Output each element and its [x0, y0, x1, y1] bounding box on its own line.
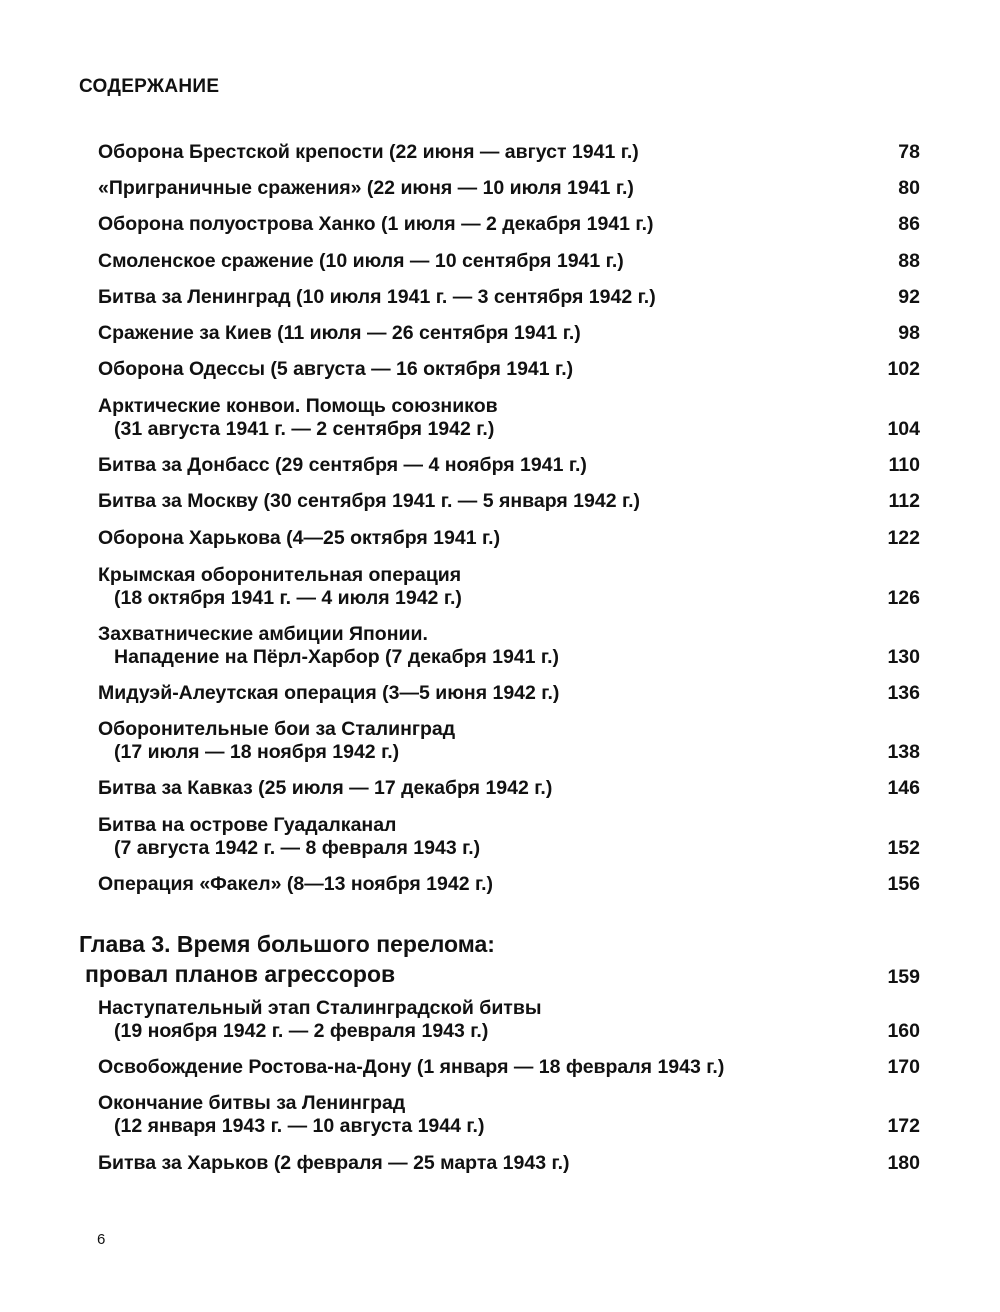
toc-entry-title: Захватнические амбиции Японии.: [98, 623, 428, 645]
chapter-heading[interactable]: [79, 929, 920, 989]
toc-entry[interactable]: [98, 997, 920, 1043]
toc-entry-title: Мидуэй-Алеутская операция (3—5 июня 1942 г.): [98, 682, 560, 704]
toc-entry-title: Крымская оборонительная операция: [98, 564, 462, 586]
toc-entry[interactable]: [98, 527, 920, 550]
toc-entry[interactable]: [98, 623, 920, 669]
toc-entry-page: 102: [887, 358, 920, 380]
toc-entry-page: 112: [888, 490, 920, 512]
toc-entry-subtitle: (18 октября 1941 г. — 4 июля 1942 г.): [114, 587, 462, 609]
toc-entry-page: 172: [887, 1115, 920, 1137]
toc-entry-title: «Приграничные сражения» (22 июня — 10 июля 1941 г.): [98, 177, 634, 199]
toc-entry-title: Арктические конвои. Помощь союзников: [98, 395, 498, 417]
toc-entry[interactable]: [98, 564, 920, 610]
toc-entry-title: Битва за Харьков (2 февраля — 25 марта 1943 г.): [98, 1152, 570, 1174]
toc-entry-title: Оборона полуострова Ханко (1 июля — 2 декабря 1941 г.): [98, 213, 654, 235]
toc-entry-subtitle: Нападение на Пёрл-Харбор (7 декабря 1941 г.): [114, 646, 560, 668]
toc-entry[interactable]: [98, 358, 920, 381]
chapter-title: Глава 3. Время большого перелома:: [79, 931, 495, 957]
toc-entry-title: Битва на острове Гуадалканал: [98, 814, 397, 836]
toc-entry-title: Освобождение Ростова-на-Дону (1 января — 18 февраля 1943 г.): [98, 1056, 725, 1078]
chapter-page: 159: [887, 966, 920, 988]
toc-entry-page: 110: [888, 454, 920, 476]
chapter-subtitle: провал планов агрессоров: [85, 961, 396, 987]
toc-entry[interactable]: [98, 490, 920, 513]
toc-entry-page: 122: [887, 527, 920, 549]
toc-entry[interactable]: [98, 454, 920, 477]
toc-entry[interactable]: [98, 682, 920, 705]
toc-entry-page: 98: [898, 322, 920, 344]
toc-entry-subtitle: (31 августа 1941 г. — 2 сентября 1942 г.): [114, 418, 495, 440]
toc-entry-page: 80: [898, 177, 920, 199]
toc-entry-page: 138: [887, 741, 920, 763]
toc-entry-page: 86: [898, 213, 920, 235]
toc-entry-title: Сражение за Киев (11 июля — 26 сентября 1941 г.): [98, 322, 581, 344]
toc-entry-page: 104: [887, 418, 920, 440]
toc-entry-page: 130: [887, 646, 920, 668]
toc-entry-page: 170: [887, 1056, 920, 1078]
toc-entry-title: Битва за Ленинград (10 июля 1941 г. — 3 сентября 1942 г.): [98, 286, 656, 308]
toc-entry-subtitle: (12 января 1943 г. — 10 августа 1944 г.): [114, 1115, 485, 1137]
toc-entry-page: 152: [887, 837, 920, 859]
toc-entry[interactable]: [98, 141, 920, 164]
toc-entry-page: 88: [898, 250, 920, 272]
toc-entry[interactable]: [98, 322, 920, 345]
toc-entry-title: Битва за Кавказ (25 июля — 17 декабря 1942 г.): [98, 777, 553, 799]
toc-entry[interactable]: [98, 814, 920, 860]
toc-entry-subtitle: (17 июля — 18 ноября 1942 г.): [114, 741, 400, 763]
toc-entry[interactable]: [98, 718, 920, 764]
toc-entry-title: Смоленское сражение (10 июля — 10 сентября 1941 г.): [98, 250, 624, 272]
toc-entry-title: Оборона Брестской крепости (22 июня — август 1941 г.): [98, 141, 639, 163]
toc-entry-subtitle: (7 августа 1942 г. — 8 февраля 1943 г.): [114, 837, 481, 859]
toc-entry[interactable]: [98, 213, 920, 236]
toc-entry-page: 146: [887, 777, 920, 799]
toc-entry[interactable]: [98, 395, 920, 441]
toc-entry-page: 180: [887, 1152, 920, 1174]
toc-entry-subtitle: (19 ноября 1942 г. — 2 февраля 1943 г.): [114, 1020, 489, 1042]
toc-entry[interactable]: [98, 1152, 920, 1175]
toc-entry-page: 156: [887, 873, 920, 895]
toc-entry-page: 126: [887, 587, 920, 609]
page-header: СОДЕРЖАНИЕ: [79, 76, 220, 97]
toc-entry-title: Битва за Донбасс (29 сентября — 4 ноября 1941 г.): [98, 454, 587, 476]
toc-entry-page: 136: [887, 682, 920, 704]
toc-entry[interactable]: [98, 250, 920, 273]
toc-entry[interactable]: [98, 177, 920, 200]
toc-entry[interactable]: [98, 1056, 920, 1079]
toc-entry-title: Окончание битвы за Ленинград: [98, 1092, 406, 1114]
toc-entry-title: Оборона Харькова (4—25 октября 1941 г.): [98, 527, 501, 549]
toc-entry-page: 92: [898, 286, 920, 308]
page-number: 6: [97, 1231, 106, 1248]
toc-entry[interactable]: [98, 286, 920, 309]
toc-entry-title: Операция «Факел» (8—13 ноября 1942 г.): [98, 873, 494, 895]
toc-entry-page: 160: [887, 1020, 920, 1042]
toc-entry[interactable]: [98, 1092, 920, 1138]
toc-entry[interactable]: [98, 777, 920, 800]
toc-entry-title: Оборона Одессы (5 августа — 16 октября 1941 г.): [98, 358, 574, 380]
toc-entry[interactable]: [98, 873, 920, 896]
toc-entry-title: Наступательный этап Сталинградской битвы: [98, 997, 542, 1019]
toc-entry-title: Битва за Москву (30 сентября 1941 г. — 5 января 1942 г.): [98, 490, 641, 512]
toc-entry-page: 78: [898, 141, 920, 163]
toc-entry-title: Оборонительные бои за Сталинград: [98, 718, 456, 740]
